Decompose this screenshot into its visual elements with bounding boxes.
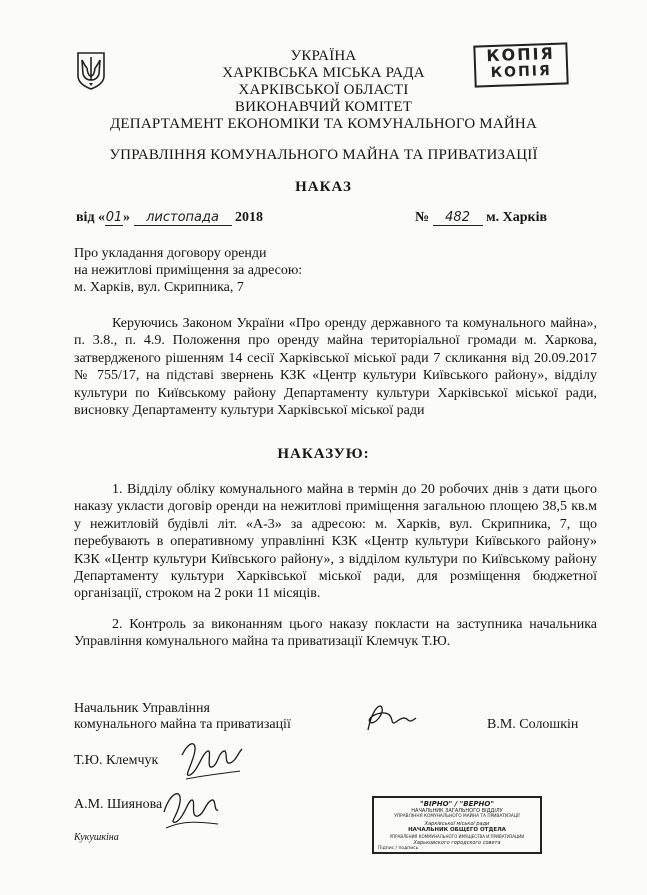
date-year: 2018	[235, 210, 264, 225]
signatory-name: В.М. Солошкін	[487, 717, 579, 732]
stamp-line6: УПРАВЛЕНИЯ КОММУНАЛЬНОГО ИМУЩЕСТВА И ПРИВАТИЗАЦИИ	[389, 833, 525, 839]
order-title: НАКАЗ	[295, 179, 352, 195]
number-value: 482	[433, 210, 483, 226]
copy-stamp	[473, 42, 568, 87]
executor-name: Кукушкіна	[74, 832, 119, 843]
header-council: ХАРКІВСЬКА МІСЬКА РАДА	[222, 65, 425, 81]
stamp-line5: НАЧАЛЬНИК ОБЩЕГО ОТДЕЛА	[408, 827, 506, 834]
subject-line3: м. Харків, вул. Скрипника, 7	[74, 280, 244, 295]
header-country: УКРАЇНА	[290, 48, 357, 64]
date-prefix: від «	[76, 210, 106, 225]
stamp-line3: УПРАВЛІННЯ КОМУНАЛЬНОГО МАЙНА ТА ПРИВАТИЗАЦІЇ	[394, 814, 520, 820]
order-number	[415, 210, 547, 226]
header-committee: ВИКОНАВЧИЙ КОМІТЕТ	[234, 99, 413, 115]
order-city: м. Харків	[486, 210, 548, 225]
certified-copy-stamp	[372, 796, 542, 854]
approval-person1: Т.Ю. Клемчук	[74, 753, 159, 768]
signature-icon	[360, 700, 420, 736]
approval-person2: А.М. Шиянова	[74, 797, 163, 812]
approval-signature-1-icon	[176, 735, 246, 783]
stamp-line2: НАЧАЛЬНИК ЗАГАЛЬНОГО ВІДДІЛУ	[411, 808, 503, 814]
copy-stamp-line1: КОПІЯ	[486, 43, 556, 66]
subject-line2: на нежитлові приміщення за адресою:	[74, 263, 303, 278]
signature-title-line2: комунального майна та приватизації	[74, 717, 291, 732]
header-region: ХАРКІВСЬКОЇ ОБЛАСТІ	[238, 82, 409, 98]
signature-title-line1: Начальник Управління	[74, 701, 210, 716]
order-item-2: 2. Контроль за виконанням цього наказу покласти на заступника начальника Управління комунального майна та приватизації Клемчук Т.Ю.	[74, 617, 597, 650]
copy-stamp-line2: КОПІЯ	[490, 62, 553, 82]
executor-note	[74, 832, 119, 843]
date-month: листопада	[134, 210, 232, 226]
header-directorate: УПРАВЛІННЯ КОМУНАЛЬНОГО МАЙНА ТА ПРИВАТИЗАЦІЇ	[109, 147, 538, 163]
stamp-line8: Підпис / подпись	[378, 846, 419, 852]
stamp-line1: "ВІРНО" / "ВЕРНО"	[420, 800, 494, 808]
stamp-line4: Харківської міської ради	[424, 820, 490, 827]
header-department: ДЕПАРТАМЕНТ ЕКОНОМІКИ ТА КОМУНАЛЬНОГО МАЙНА	[110, 116, 537, 132]
stamp-line7: Харьковского городского совета	[413, 840, 501, 847]
number-prefix: №	[415, 210, 430, 225]
date-day: 01	[105, 210, 123, 225]
approval-signature-2-icon	[160, 782, 222, 834]
subject-line1: Про укладання договору оренди	[74, 246, 267, 261]
order-item-1: 1. Відділу обліку комунального майна в термін до 20 робочих днів з дати цього наказу укласти договір оренди на нежитлові приміщення загальною площею 38,5 кв.м у нежитловій будівлі літ. «А-3» за адресою: м. Харків, вул. Скрипника, 7, що перебувають в оперативному управлінні КЗК «Центр культури Київського району» КЗК «Центр культури Київського району», з відділом культури по Київському району Департаменту культури Харківської міської ради, для розміщення бюджетної організації, строком на 2 роки 11 місяців.	[74, 482, 597, 602]
preamble-paragraph: Керуючись Законом України «Про оренду державного та комунального майна», п. 3.8., п. 4.9. Положення про оренду майна територіальної громади м. Харкова, затвердженого рішенням 14 сесії Харківської міської ради 7 скликання від 20.09.2017 № 755/17, на підставі звернень КЗК «Центр культури Київського району», відділу культури по Київському району Департаменту культури Харківської міської ради, висновку Департаменту культури Харківської міської ради	[74, 316, 597, 419]
order-date	[76, 210, 263, 226]
order-word: НАКАЗУЮ:	[277, 446, 370, 462]
date-mid: »	[123, 210, 131, 225]
